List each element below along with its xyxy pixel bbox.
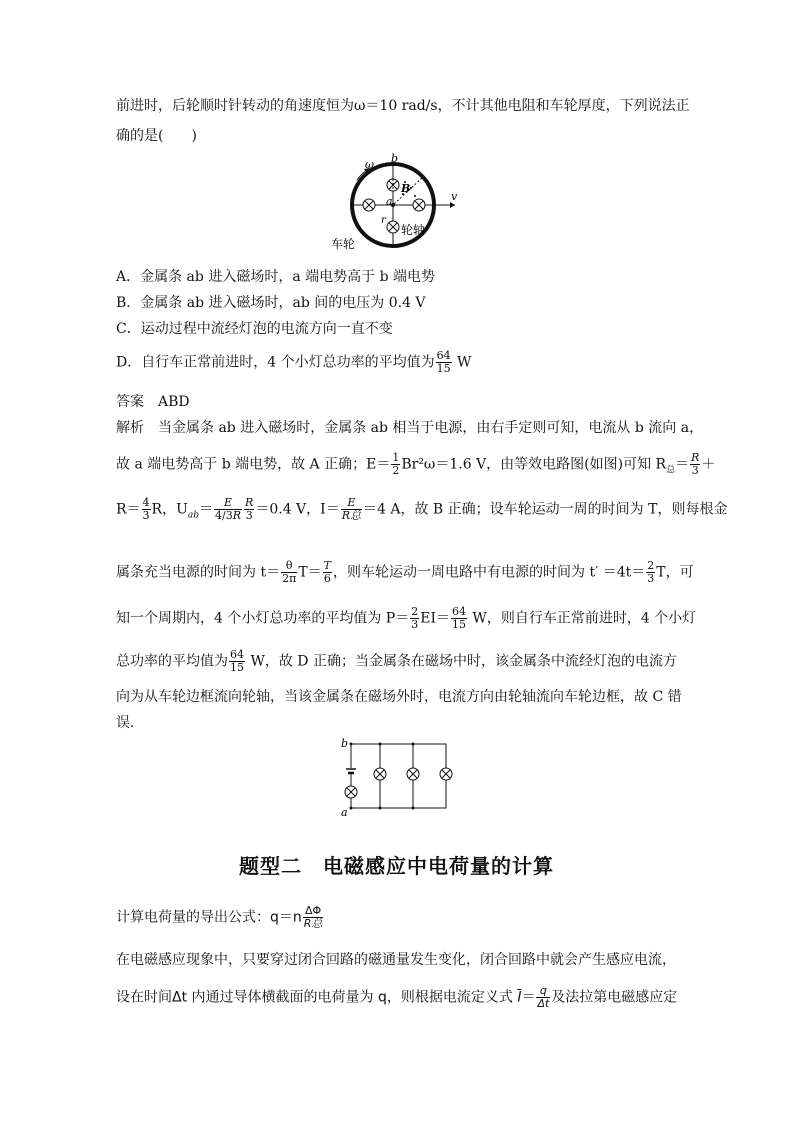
label-a: a — [341, 806, 348, 818]
lamp-icon — [440, 768, 452, 780]
question-line-1: 前进时，后轮顺时针转动的角速度恒为ω＝10 rad/s，不计其他电阻和车轮厚度，下列说法正 — [116, 98, 690, 114]
answer-line — [116, 393, 190, 411]
answer-value: ABD — [158, 394, 190, 410]
question-line-2: 确的是( ) — [116, 128, 197, 144]
label-r: r — [381, 215, 386, 226]
analysis-line-2: 故 a 端电势高于 b 端电势，故 A 正确；E＝ $\frac{1}{2}$ Br²ω＝1.6 V，由等效电路图(如图)可知 $R_总=$ $\frac{R}{3}$ ＋ — [116, 451, 716, 477]
analysis-text: 当金属条 ab 进入磁场时，金属条 ab 相当于电源，由右手定则可知，电流从 b 流向 a， — [158, 420, 704, 436]
analysis-line-5: 知一个周期内，4 个小灯总功率的平均值为 P＝ $\frac{2}{3}$ EI＝ $\frac{64}{15}$ W，则自行车正常前进时，4 个小灯 — [116, 605, 697, 631]
label-b: b — [391, 152, 399, 165]
option-d — [116, 350, 471, 375]
analysis-line-4: 属条充当电源的时间为 t＝ $\frac{\theta}{2\pi}$ T＝ $\frac{T}{6}$ ，则车轮运动一周电路中有电源的时间为 t′ ＝4t＝ $\frac{2}{3}$ T，可 — [116, 559, 694, 585]
answer-label: 答案 — [116, 394, 144, 410]
lamp-icon — [374, 768, 386, 780]
lamp-icon — [363, 199, 375, 211]
analysis-line-8: 误． — [116, 715, 144, 731]
lamp-icon — [345, 786, 357, 798]
analysis-line-7: 向为从车轮边框流向轮轴，当该金属条在磁场外时，电流方向由轮轴流向车轮边框，故 C 错 — [116, 689, 682, 705]
omega-label: ω — [365, 158, 374, 171]
analysis-line-6: 总功率的平均值为 $\frac{64}{15}$ W，故 D 正确；当金属条在磁场中时，该金属条中流经灯泡的电流方 — [116, 648, 677, 674]
label-B: B — [401, 182, 411, 195]
analysis-label: 解析 — [116, 420, 144, 436]
paragraph-line-2: 设在时间Δt 内通过导体横截面的电荷量为 q，则根据电流定义式 $\overline{I}=$ $\frac{q}{\Delta t}$ 及法拉第电磁感应定 — [116, 984, 678, 1010]
section-title: 题型二 电磁感应中电荷量的计算 — [239, 854, 554, 878]
wheel-figure — [325, 152, 465, 252]
label-axle: 轮轴 — [401, 223, 426, 237]
label-a: a — [386, 195, 393, 208]
option-a: A．金属条 ab 进入磁场时，a 端电势高于 b 端电势 — [116, 269, 435, 285]
fraction: $\frac{64}{15}$ — [436, 349, 451, 375]
option-d-unit: W — [452, 354, 472, 371]
option-b: B．金属条 ab 进入磁场时，ab 间的电压为 0.4 V — [116, 295, 426, 311]
lamp-icon — [387, 221, 399, 233]
option-d-text: D．自行车正常前进时，4 个小灯总功率的平均值为 — [116, 354, 435, 371]
lamp-icon — [407, 768, 419, 780]
circuit-figure — [338, 736, 468, 818]
label-v: v — [451, 190, 458, 203]
analysis-line-1 — [116, 419, 703, 437]
label-wheel: 车轮 — [331, 237, 356, 251]
lamp-icon — [413, 199, 425, 211]
option-c: C．运动过程中流经灯泡的电流方向一直不变 — [116, 321, 393, 337]
label-b: b — [341, 737, 349, 750]
paragraph-line-1: 在电磁感应现象中，只要穿过闭合回路的磁通量发生变化，闭合回路中就会产生感应电流， — [116, 952, 676, 968]
analysis-line-3: R＝ $\frac{4}{3}$ R，$U_{ab}=$ $\frac{E}{4/3R}$ $\frac{R}{3}$ ＝0.4 V，I＝ $\frac{E}{\text{R总}}$ ＝4 A，故 B 正确；设车轮运动一周的时间为 T，则每根金 — [116, 496, 728, 522]
formula-line: 计算电荷量的导出公式：q＝n $\frac{\Delta\Phi}{\text{R总}}$ — [116, 904, 323, 930]
